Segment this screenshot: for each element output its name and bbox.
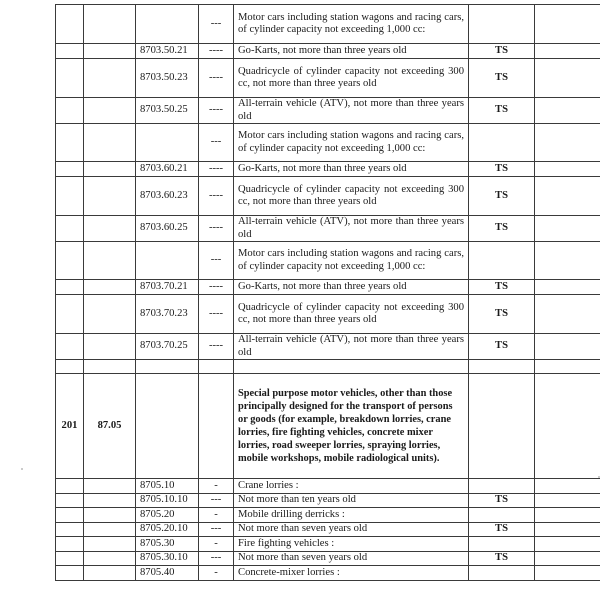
heading-cell: [84, 162, 136, 177]
heading-cell: [84, 124, 136, 162]
description: Motor cars including station wagons and racing cars, of cylinder capacity not exceeding 1,000 cc:: [234, 5, 469, 44]
tariff-code: [136, 5, 199, 44]
tariff-table: [55, 4, 600, 581]
description: Not more than seven years old: [234, 522, 469, 537]
remarks-cell: [535, 479, 600, 494]
rate: [469, 537, 535, 552]
tariff-row: [56, 537, 600, 552]
serial-cell: [56, 162, 84, 177]
tariff-code: 8705.30: [136, 537, 199, 552]
rate: [469, 479, 535, 494]
tariff-code: 8703.60.25: [136, 216, 199, 242]
tariff-code: 8705.40: [136, 566, 199, 581]
indent-dash: ----: [199, 334, 234, 360]
tariff-code: [136, 242, 199, 280]
remarks-cell: [535, 216, 600, 242]
heading-cell: [84, 493, 136, 508]
heading-cell: [84, 551, 136, 566]
empty-cell: [199, 360, 234, 374]
serial-cell: [56, 493, 84, 508]
tariff-row: [56, 216, 600, 242]
remarks-cell: [535, 242, 600, 280]
description: Motor cars including station wagons and racing cars, of cylinder capacity not exceeding 1,000 cc:: [234, 242, 469, 280]
empty-cell: [136, 360, 199, 374]
remarks-cell: [535, 98, 600, 124]
tariff-row: [56, 59, 600, 98]
description: Concrete-mixer lorries :: [234, 566, 469, 581]
remarks-cell: [535, 522, 600, 537]
tariff-code: 8703.50.23: [136, 59, 199, 98]
subheading-row: [56, 242, 600, 280]
remarks-cell: [535, 551, 600, 566]
tariff-code: 8703.60.21: [136, 162, 199, 177]
remarks-cell: [535, 177, 600, 216]
heading-cell: [84, 59, 136, 98]
description: All-terrain vehicle (ATV), not more than three years old: [234, 216, 469, 242]
description: Quadricycle of cylinder capacity not exceeding 300 cc, not more than three years old: [234, 59, 469, 98]
indent-dash: ----: [199, 177, 234, 216]
serial-number: 201: [56, 374, 84, 479]
indent-dash: ----: [199, 44, 234, 59]
rate: TS: [469, 295, 535, 334]
heading-row-8705: [56, 374, 600, 479]
tariff-row: [56, 522, 600, 537]
serial-cell: [56, 5, 84, 44]
description: Fire fighting vehicles :: [234, 537, 469, 552]
serial-cell: [56, 334, 84, 360]
heading-cell: [84, 479, 136, 494]
rate: TS: [469, 280, 535, 295]
remarks-cell: [535, 280, 600, 295]
description: Quadricycle of cylinder capacity not exceeding 300 cc, not more than three years old: [234, 177, 469, 216]
tariff-row: [56, 44, 600, 59]
remarks-cell: [535, 44, 600, 59]
serial-cell: [56, 242, 84, 280]
tariff-code: 8703.70.25: [136, 334, 199, 360]
serial-cell: [56, 177, 84, 216]
rate: [469, 566, 535, 581]
tariff-row: [56, 334, 600, 360]
serial-cell: [56, 280, 84, 295]
remarks-cell: [535, 566, 600, 581]
rate: TS: [469, 493, 535, 508]
indent-dash: -: [199, 508, 234, 523]
tariff-code: 8703.70.21: [136, 280, 199, 295]
empty-cell: [469, 360, 535, 374]
indent-dash: ----: [199, 280, 234, 295]
heading-cell: [84, 177, 136, 216]
description: Not more than ten years old: [234, 493, 469, 508]
tariff-row: [56, 177, 600, 216]
tariff-code: 8703.50.25: [136, 98, 199, 124]
heading-cell: [84, 566, 136, 581]
indent-dash: ---: [199, 551, 234, 566]
heading-cell: [84, 537, 136, 552]
indent-dash: ----: [199, 59, 234, 98]
description: Go-Karts, not more than three years old: [234, 162, 469, 177]
indent-dash: ----: [199, 216, 234, 242]
remarks-cell: [535, 334, 600, 360]
rate: TS: [469, 177, 535, 216]
empty-cell: [535, 360, 600, 374]
serial-cell: [56, 295, 84, 334]
heading-cell: [84, 44, 136, 59]
indent-dash: ---: [199, 124, 234, 162]
remarks-cell: [535, 124, 600, 162]
tariff-row: [56, 566, 600, 581]
serial-cell: [56, 98, 84, 124]
description: All-terrain vehicle (ATV), not more than three years old: [234, 334, 469, 360]
indent-dash: ---: [199, 493, 234, 508]
serial-cell: [56, 124, 84, 162]
description: Crane lorries :: [234, 479, 469, 494]
tariff-row: [56, 98, 600, 124]
tariff-row: [56, 479, 600, 494]
heading-description: Special purpose motor vehicles, other than those principally designed for the transport of persons or goods (for example, breakdown lorries, crane lorries, fire fighting vehicles, concrete mixer lorries, road sweeper lorries, spraying lorries, mobile workshops, mobile radiological units).: [234, 374, 469, 479]
indent-dash: ---: [199, 242, 234, 280]
tariff-code: [136, 124, 199, 162]
subheading-row: [56, 5, 600, 44]
tariff-row: [56, 551, 600, 566]
indent-dash: -: [199, 566, 234, 581]
rate: TS: [469, 98, 535, 124]
rate: TS: [469, 59, 535, 98]
heading-cell: [84, 5, 136, 44]
heading-cell: [84, 242, 136, 280]
tariff-row: [56, 493, 600, 508]
serial-cell: [56, 522, 84, 537]
tariff-code: 8705.20.10: [136, 522, 199, 537]
remarks-cell: [535, 59, 600, 98]
heading-cell: [84, 334, 136, 360]
serial-cell: [56, 59, 84, 98]
serial-cell: [56, 508, 84, 523]
indent-dash: [199, 374, 234, 479]
empty-cell: [234, 360, 469, 374]
indent-dash: ----: [199, 162, 234, 177]
tariff-code: 8705.10: [136, 479, 199, 494]
indent-dash: ---: [199, 522, 234, 537]
description: Quadricycle of cylinder capacity not exceeding 300 cc, not more than three years old: [234, 295, 469, 334]
spacer-row: [56, 360, 600, 374]
tariff-code: 8705.30.10: [136, 551, 199, 566]
rate: TS: [469, 522, 535, 537]
tariff-code: 8703.70.23: [136, 295, 199, 334]
tariff-code: [136, 374, 199, 479]
rate: TS: [469, 44, 535, 59]
rate: TS: [469, 334, 535, 360]
serial-cell: [56, 551, 84, 566]
subheading-row: [56, 124, 600, 162]
indent-dash: ----: [199, 295, 234, 334]
tariff-code: 8703.60.23: [136, 177, 199, 216]
rate: [469, 374, 535, 479]
remarks-cell: [535, 5, 600, 44]
indent-dash: ---: [199, 5, 234, 44]
tariff-row: [56, 280, 600, 295]
description: Mobile drilling derricks :: [234, 508, 469, 523]
serial-cell: [56, 537, 84, 552]
indent-dash: ----: [199, 98, 234, 124]
rate: [469, 508, 535, 523]
description: All-terrain vehicle (ATV), not more than three years old: [234, 98, 469, 124]
serial-cell: [56, 566, 84, 581]
description: Go-Karts, not more than three years old: [234, 280, 469, 295]
remarks-cell: [535, 537, 600, 552]
remarks-cell: [535, 508, 600, 523]
description: Motor cars including station wagons and racing cars, of cylinder capacity not exceeding 1,000 cc:: [234, 124, 469, 162]
remarks-cell: [535, 295, 600, 334]
remarks-cell: [535, 162, 600, 177]
remarks-cell: [535, 374, 600, 479]
heading-cell: [84, 522, 136, 537]
rate: [469, 242, 535, 280]
rate: [469, 124, 535, 162]
serial-cell: [56, 479, 84, 494]
heading-cell: [84, 295, 136, 334]
heading-cell: [84, 98, 136, 124]
tariff-code: 8705.10.10: [136, 493, 199, 508]
rate: TS: [469, 551, 535, 566]
rate: TS: [469, 216, 535, 242]
indent-dash: -: [199, 479, 234, 494]
description: Go-Karts, not more than three years old: [234, 44, 469, 59]
indent-dash: -: [199, 537, 234, 552]
heading-cell: [84, 280, 136, 295]
rate: TS: [469, 162, 535, 177]
tariff-row: [56, 162, 600, 177]
scan-speck: [21, 468, 23, 470]
rate: [469, 5, 535, 44]
empty-cell: [56, 360, 84, 374]
serial-cell: [56, 44, 84, 59]
hs-heading: 87.05: [84, 374, 136, 479]
tariff-code: 8703.50.21: [136, 44, 199, 59]
remarks-cell: [535, 493, 600, 508]
tariff-row: [56, 508, 600, 523]
tariff-row: [56, 295, 600, 334]
tariff-code: 8705.20: [136, 508, 199, 523]
serial-cell: [56, 216, 84, 242]
heading-cell: [84, 508, 136, 523]
empty-cell: [84, 360, 136, 374]
heading-cell: [84, 216, 136, 242]
description: Not more than seven years old: [234, 551, 469, 566]
